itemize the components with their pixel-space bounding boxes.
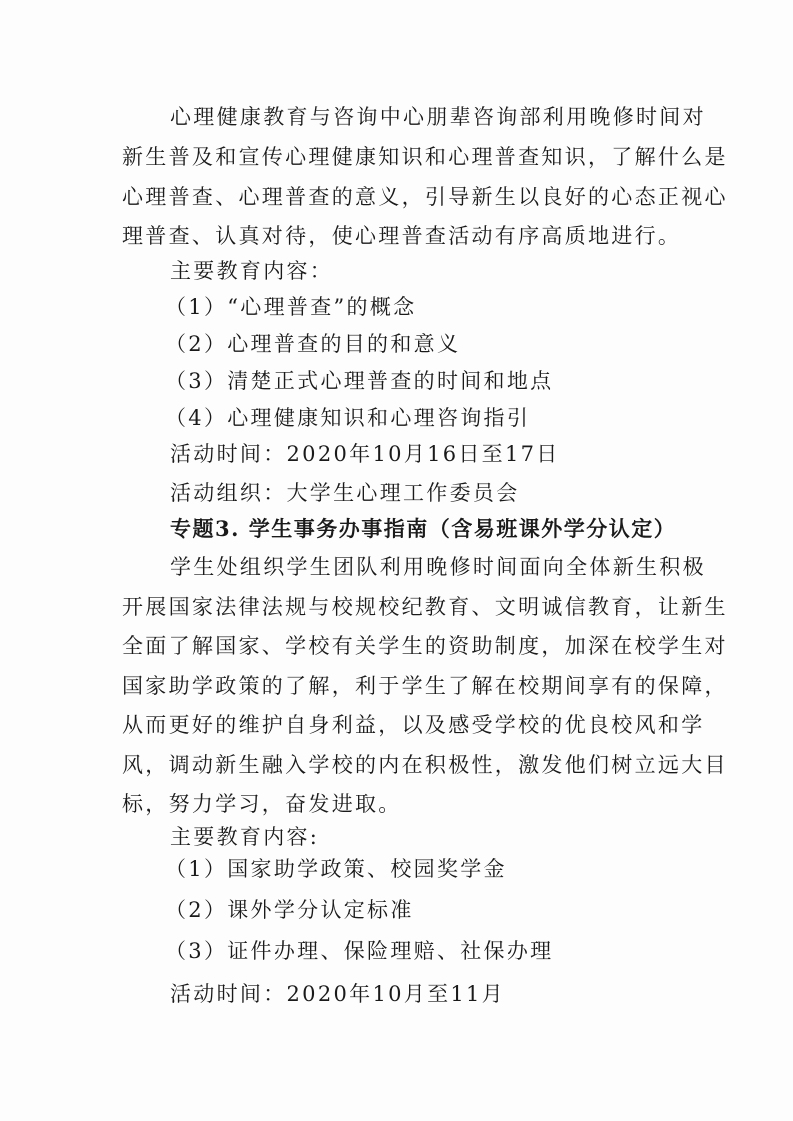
paragraph-line: 新生普及和宣传心理健康知识和心理普查知识，了解什么是 <box>122 145 728 169</box>
list-item: （3）清楚正式心理普查的时间和地点 <box>165 369 554 393</box>
paragraph-line: 国家助学政策的了解，利于学生了解在校期间享有的保障， <box>122 674 728 698</box>
paragraph-line: 风，调动新生融入学校的内在积极性，激发他们树立远大目 <box>122 753 728 777</box>
paragraph-line: 从而更好的维护自身利益，以及感受学校的优良校风和学 <box>122 713 705 737</box>
list-item: （4）心理健康知识和心理咨询指引 <box>165 406 531 430</box>
content-heading: 主要教育内容: <box>170 825 320 849</box>
paragraph-line: 心理健康教育与咨询中心朋辈咨询部利用晚修时间对 <box>170 105 706 129</box>
paragraph-line: 标，努力学习，奋发进取。 <box>122 792 402 816</box>
list-item: （1）“心理普查”的概念 <box>165 295 417 319</box>
paragraph-line: 学生处组织学生团队利用晚修时间面向全体新生积极 <box>170 555 706 579</box>
paragraph-line: 理普查、认真对待，使心理普查活动有序高质地进行。 <box>122 224 682 248</box>
paragraph-line: 心理普查、心理普查的意义，引导新生以良好的心态正视心 <box>122 185 728 209</box>
section-title: 专题3. 学生事务办事指南（含易班课外学分认定） <box>170 516 677 541</box>
list-item: （2）课外学分认定标准 <box>165 898 414 922</box>
paragraph-line: 全面了解国家、学校有关学生的资助制度，加深在校学生对 <box>122 634 728 658</box>
paragraph-line: 开展国家法律法规与校规校纪教育、文明诚信教育，让新生 <box>122 595 728 619</box>
activity-time: 活动时间：2020年10月16日至17日 <box>170 442 560 466</box>
list-item: （3）证件办理、保险理赔、社保办理 <box>165 939 554 963</box>
content-heading: 主要教育内容： <box>170 259 334 283</box>
list-item: （2）心理普查的目的和意义 <box>165 332 461 356</box>
activity-time: 活动时间：2020年10月至11月 <box>170 982 505 1006</box>
list-item: （1）国家助学政策、校园奖学金 <box>165 857 507 881</box>
activity-organizer: 活动组织：大学生心理工作委员会 <box>170 481 520 505</box>
